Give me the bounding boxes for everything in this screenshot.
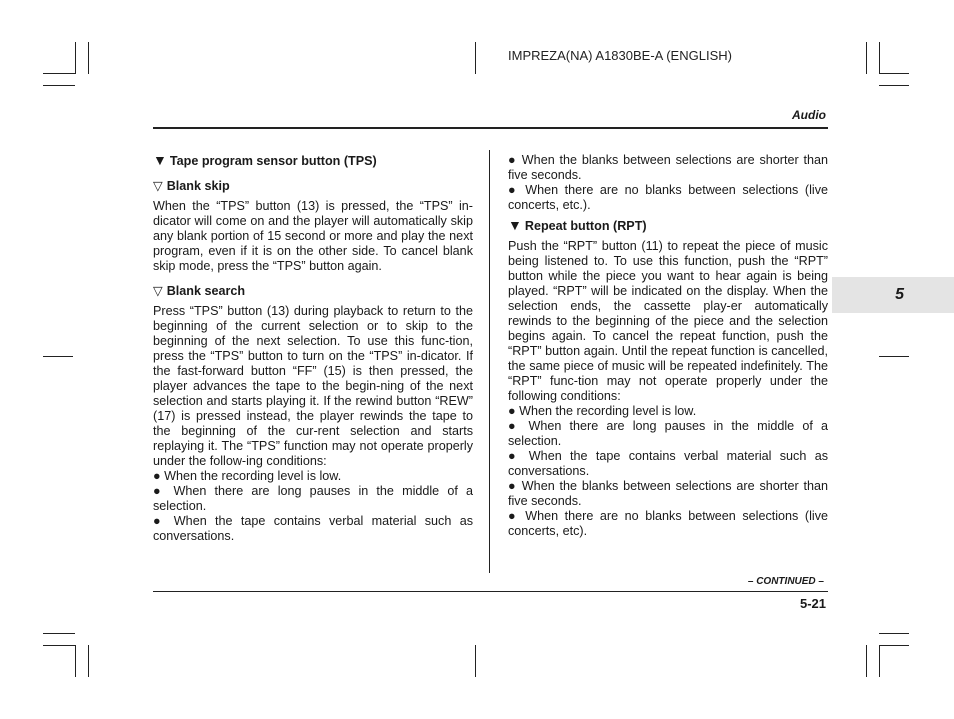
crop-mark [75,645,76,677]
bullet-icon: ● [508,509,526,523]
heading-text: Tape program sensor button (TPS) [169,154,377,168]
footer-rule [153,591,828,592]
section-heading [153,153,473,169]
section-heading [508,218,828,234]
filled-triangle-icon: ▼ [508,217,522,233]
bullet-icon: ● [508,183,526,197]
crop-mark [88,42,89,74]
bullet-icon: ● [153,484,174,498]
subheading-text: Blank search [166,284,246,298]
crop-mark [88,645,89,677]
paragraph: Push the “RPT” button (11) to repeat the piece of music being listened to. To use this function, push the “RPT” button while the piece you want to hear again is being played. “RPT” will be indicated on the display. When the selection ends, the cassette play-er automatically rewinds to the beginning of the piece and the selection begins again. To cancel the repeat function, push the “RPT” button again. Until the repeat function is cancelled, the same piece of music will be repeated indefinitely. The “RPT” func-tion may not operate properly under the following conditions: [508,239,828,403]
crop-mark [879,645,880,677]
crop-mark [879,73,909,74]
bullet-icon: ● [153,469,165,483]
chapter-tab [832,277,954,313]
crop-mark [866,645,867,677]
left-column [153,153,473,544]
column-divider [489,150,490,573]
list-item: ● When there are no blanks between selections (live concerts, etc.). [508,183,828,212]
right-column [508,153,828,539]
header-rule [153,127,828,129]
crop-mark [879,42,880,74]
filled-triangle-icon: ▼ [153,152,167,168]
list-item: ● When the recording level is low. [153,469,342,483]
subheading [153,284,473,299]
list-item: ● When the recording level is low. [508,404,697,418]
crop-mark [879,633,909,634]
continued-label: – CONTINUED – [747,576,824,587]
document-id: IMPREZA(NA) A1830BE-A (ENGLISH) [508,48,732,63]
section-title: Audio [792,108,826,122]
bullet-icon: ● [508,404,520,418]
bullet-icon: ● [508,479,522,493]
outline-triangle-icon: ▽ [153,179,163,193]
bullet-icon: ● [508,449,529,463]
crop-mark [43,85,75,86]
crop-mark [475,645,476,677]
crop-mark [43,73,75,74]
crop-mark [879,85,909,86]
heading-text: Repeat button (RPT) [524,219,647,233]
page-number: 5-21 [799,596,826,611]
bullet-icon: ● [508,153,522,167]
list-item: ● When there are long pauses in the middle of a selection. [153,484,474,513]
crop-mark [879,356,909,357]
list-item: ● When there are long pauses in the middle of a selection. [508,419,829,448]
outline-triangle-icon: ▽ [153,284,163,298]
subheading [153,179,473,194]
list-item: ● When there are no blanks between selections (live concerts, etc). [508,509,828,538]
bullet-icon: ● [153,514,174,528]
paragraph: When the “TPS” button (13) is pressed, the “TPS” in-dicator will come on and the player will automatically skip any blank portion of 15 second or more and play the next program, even if it is on the other side. To cancel blank skip mode, press the “TPS” button again. [153,199,473,273]
crop-mark [43,633,75,634]
list-item: ● When the blanks between selections are shorter than five seconds. [508,479,829,508]
subheading-text: Blank skip [166,179,230,193]
list-item: ● When the blanks between selections are shorter than five seconds. [508,153,829,182]
crop-mark [75,42,76,74]
crop-mark [866,42,867,74]
crop-mark [475,42,476,74]
paragraph: Press “TPS” button (13) during playback to return to the beginning of the current selection or to skip to the beginning of the next selection. To use this func-tion, press the “TPS” button to turn on the “TPS” in-dicator. If the fast-forward button “FF” (15) is then pressed, the player advances the tape to the begin-ning of the next selection and starts playing it. If the rewind button “REW” (17) is pressed instead, the player rewinds the tape to the beginning of the cur-rent selection and starts replaying it. The “TPS” function may not operate properly under the follow-ing conditions: [153,304,473,468]
crop-mark [879,645,909,646]
list-item: ● When the tape contains verbal material such as conversations. [508,449,829,478]
crop-mark [43,356,73,357]
list-item: ● When the tape contains verbal material such as conversations. [153,514,474,543]
crop-mark [43,645,75,646]
chapter-number: 5 [895,286,904,303]
bullet-icon: ● [508,419,529,433]
